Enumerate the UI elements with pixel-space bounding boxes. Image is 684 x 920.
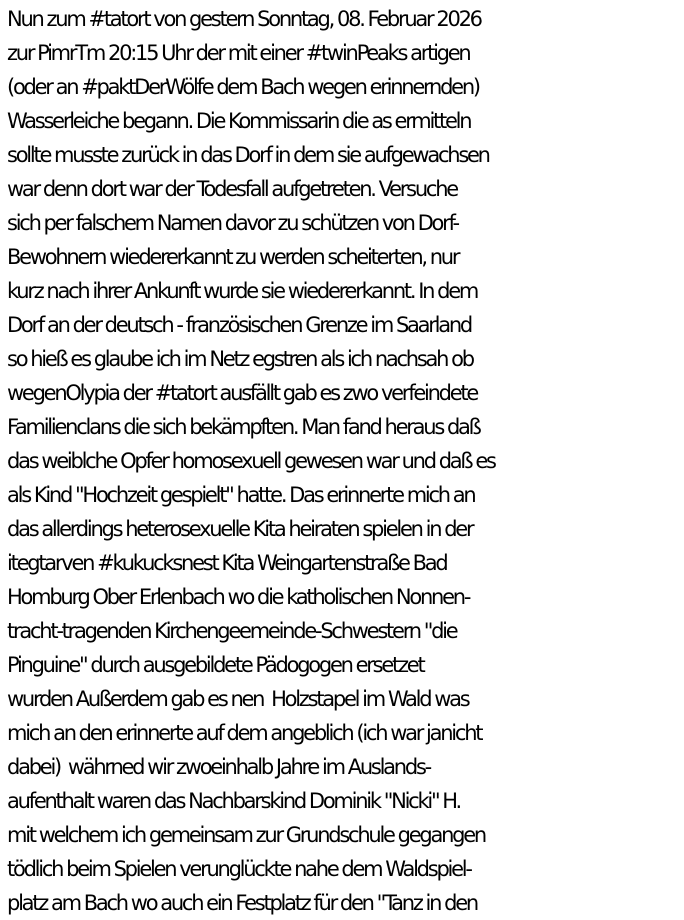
text-line-25: mit welchem ich gemeinsam zur Grundschule gegangen <box>7 823 485 847</box>
text-line-14: das weiblche Opfer homosexuell gewesen war und daß es <box>7 449 495 473</box>
text-line-13: Familienclans die sich bekämpften. Man fand heraus daß <box>7 415 480 439</box>
text-line-26: tödlich beim Spielen verunglückte nahe dem Waldspiel- <box>7 857 471 881</box>
text-line-20: Pinguine" durch ausgebildete Pädogogen ersetzet <box>7 653 424 677</box>
text-line-17: itegtarven #kukucksnest Kita Weingartenstraße Bad <box>7 551 447 575</box>
text-line-18: Homburg Ober Erlenbach wo die katholischen Nonnen- <box>7 585 470 609</box>
text-line-8: Bewohnern wiedererkannt zu werden scheiterten, nur <box>7 245 459 269</box>
text-line-21: wurden Außerdem gab es nen Holzstapel im Wald was <box>7 687 469 711</box>
text-line-23: dabei) währned wir zwoeinhalb Jahre im Auslands- <box>7 755 430 779</box>
text-line-10: Dorf an der deutsch - französischen Grenze im Saarland <box>7 313 472 337</box>
text-line-4: Wasserleiche begann. Die Kommissarin die as ermitteln <box>7 109 471 133</box>
text-line-27: platz am Bach wo auch ein Festplatz für den "Tanz in den <box>7 891 477 915</box>
text-line-22: mich an den erinnerte auf dem angeblich (ich war janicht <box>7 721 482 745</box>
text-line-2: zur PimrTm 20:15 Uhr der mit einer #twinPeaks artigen <box>7 41 470 65</box>
text-line-12: wegenOlypia der #tatort ausfällt gab es zwo verfeindete <box>7 381 478 405</box>
document-text <box>7 2 683 920</box>
text-line-16: das allerdings heterosexuelle Kita heiraten spielen in der <box>7 517 473 541</box>
text-line-7: sich per falschem Namen davor zu schützen von Dorf- <box>7 211 458 235</box>
text-line-24: aufenthalt waren das Nachbarskind Dominik "Nicki" H. <box>7 789 460 813</box>
text-line-19: tracht-tragenden Kirchengeemeinde-Schwestern "die <box>7 619 457 643</box>
text-line-11: so hieß es glaube ich im Netz egstren als ich nachsah ob <box>7 347 473 371</box>
text-line-3: (oder an #paktDerWölfe dem Bach wegen erinnernden) <box>7 75 479 99</box>
text-line-9: kurz nach ihrer Ankunft wurde sie wiedererkannt. In dem <box>7 279 478 303</box>
text-line-1: Nun zum #tatort von gestern Sonntag, 08. Februar 2026 <box>7 7 481 31</box>
text-line-6: war denn dort war der Todesfall aufgetreten. Versuche <box>7 177 457 201</box>
text-line-5: sollte musste zurück in das Dorf in dem sie aufgewachsen <box>7 143 489 167</box>
text-line-15: als Kind "Hochzeit gespielt" hatte. Das erinnerte mich an <box>7 483 475 507</box>
